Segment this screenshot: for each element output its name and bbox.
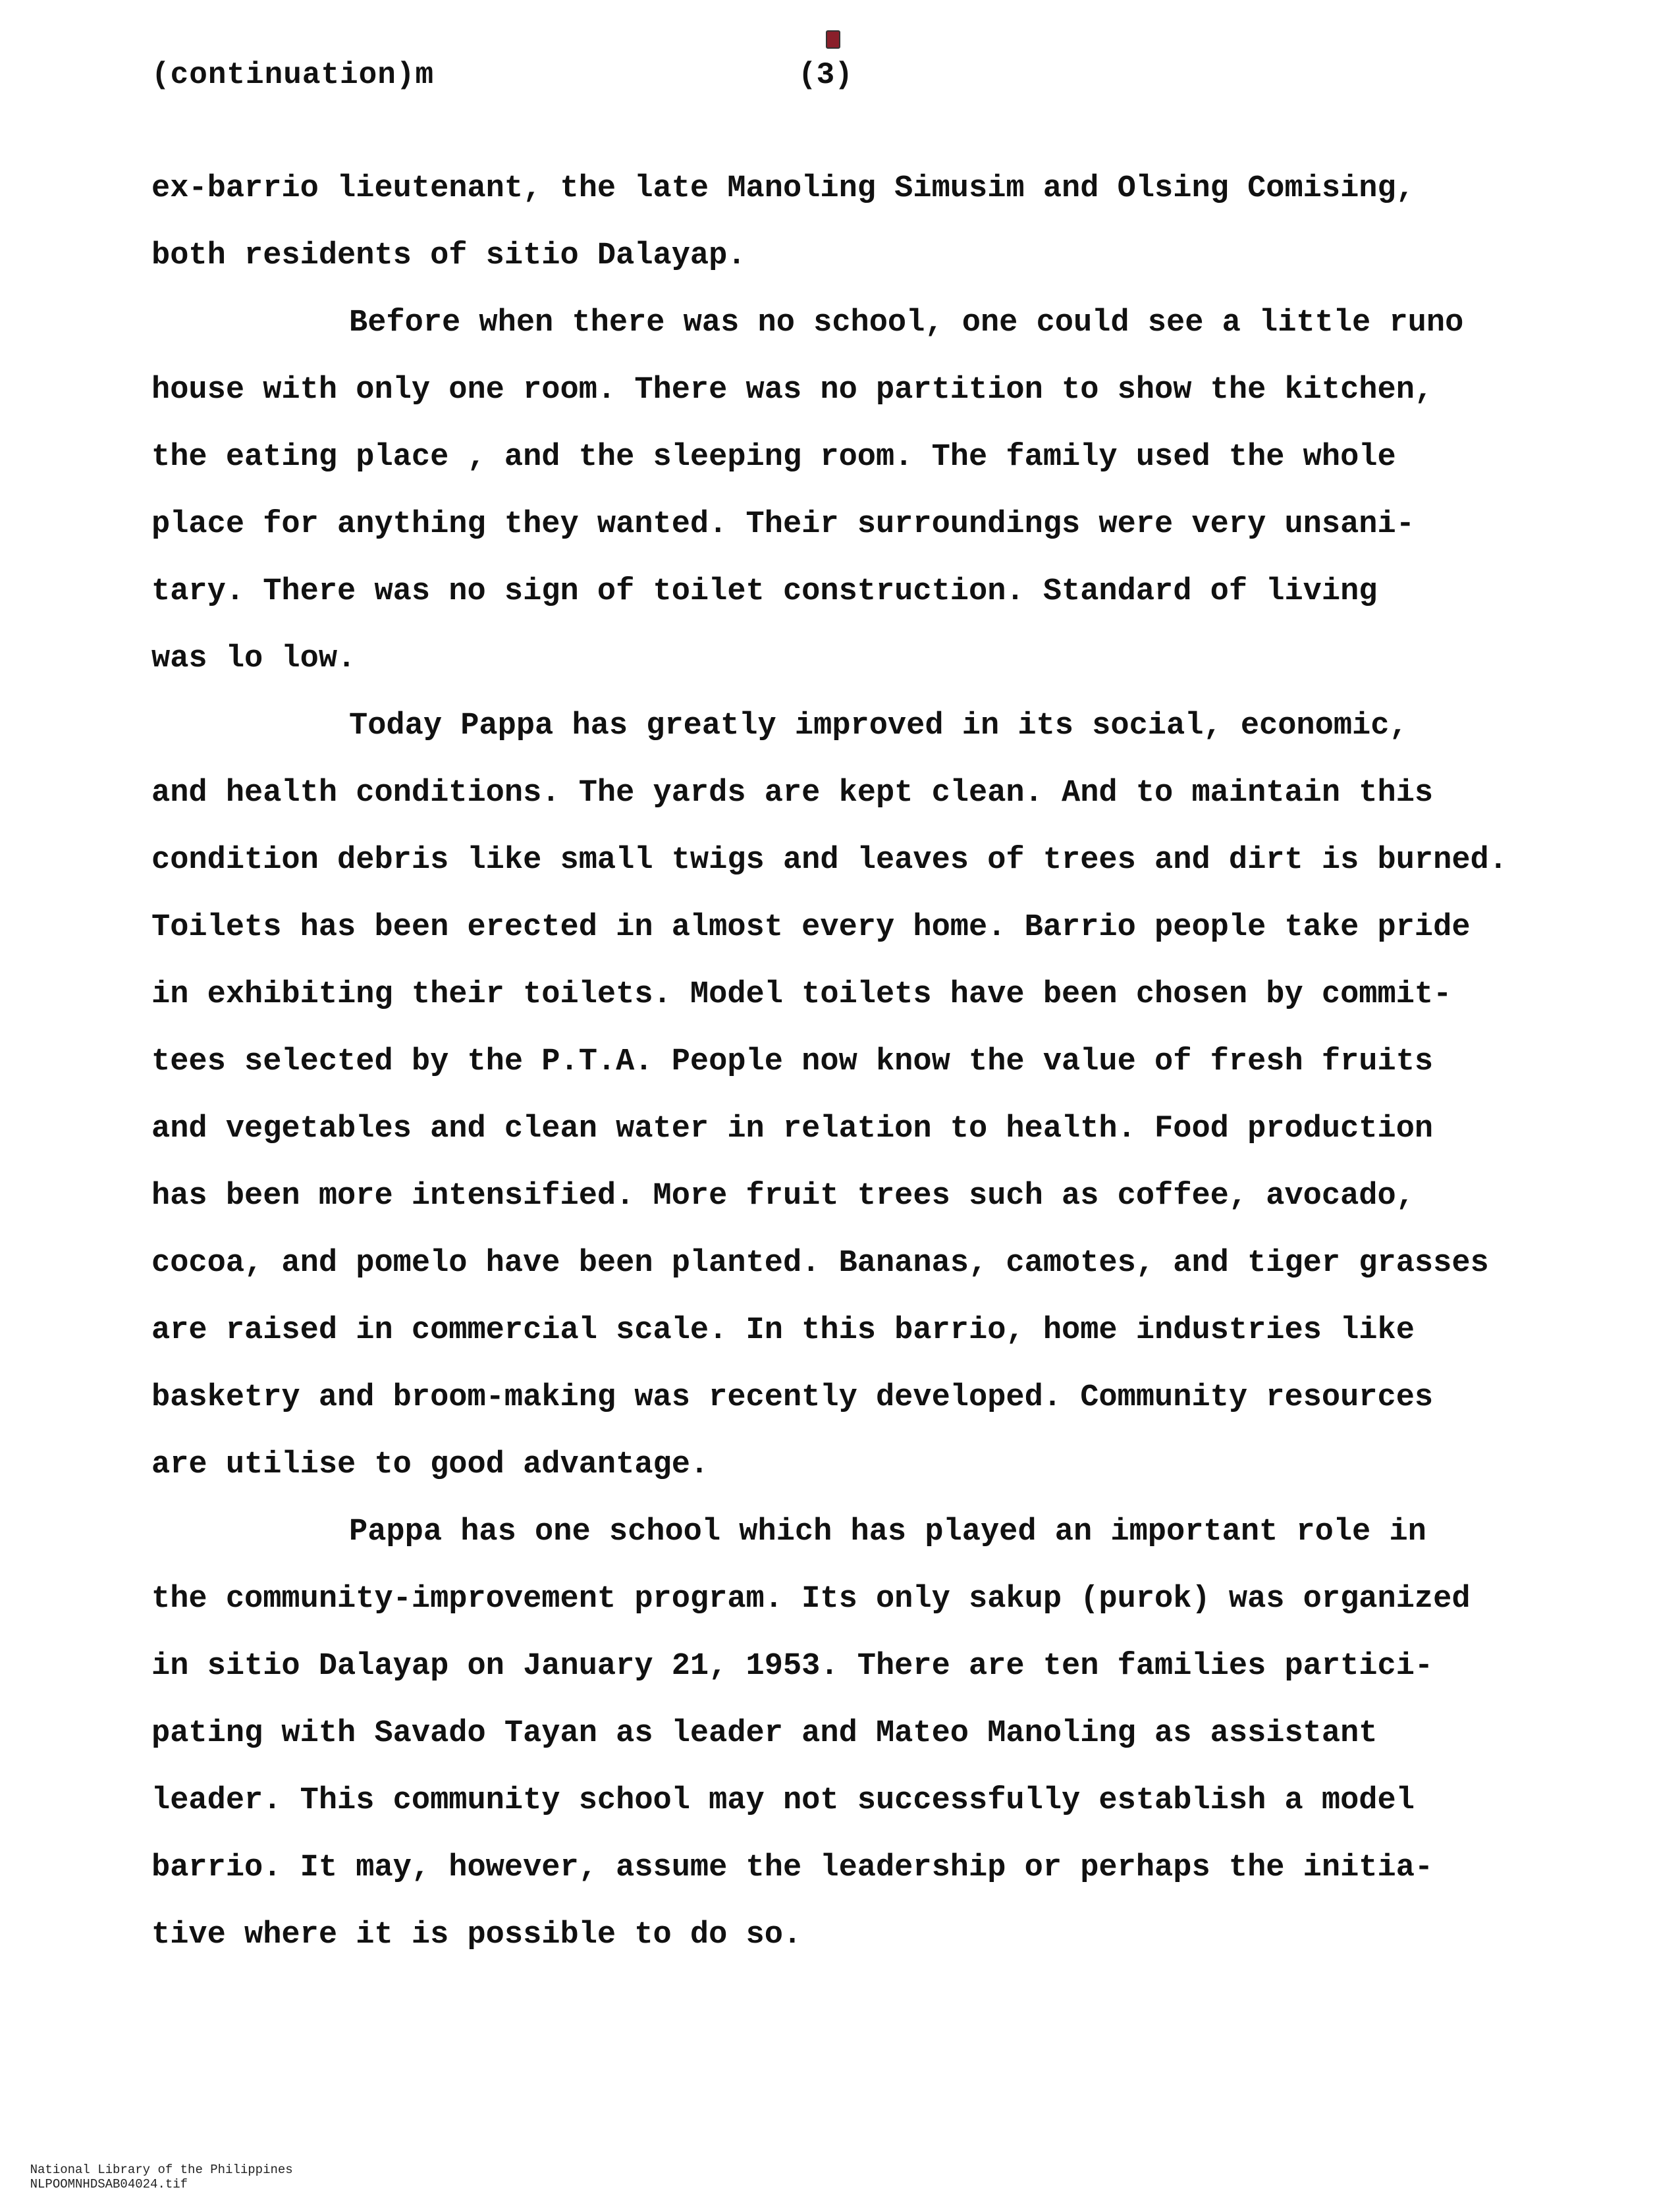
text-line: tive where it is possible to do so. <box>151 1918 802 1952</box>
text-line: are raised in commercial scale. In this barrio, home industries like <box>151 1313 1415 1348</box>
text-line: the eating place , and the sleeping room. The family used the whole <box>151 440 1396 475</box>
continuation-label: (continuation)m <box>151 58 435 92</box>
text-line: and vegetables and clean water in relation to health. Food production <box>151 1112 1434 1146</box>
text-line: place for anything they wanted. Their surroundings were very unsani- <box>151 507 1415 542</box>
text-line: Toilets has been erected in almost every home. Barrio people take pride <box>151 910 1471 945</box>
text-line: both residents of sitio Dalayap. <box>151 238 746 273</box>
text-line: tary. There was no sign of toilet construction. Standard of living <box>151 574 1378 609</box>
text-line: Before when there was no school, one could see a little runo <box>349 306 1464 340</box>
text-line: basketry and broom-making was recently developed. Community resources <box>151 1380 1434 1415</box>
library-stamp-icon <box>826 30 840 49</box>
text-line: leader. This community school may not successfully establish a model <box>151 1783 1415 1818</box>
document-body <box>151 155 1620 1969</box>
text-line: has been more intensified. More fruit trees such as coffee, avocado, <box>151 1179 1415 1214</box>
text-line: condition debris like small twigs and leaves of trees and dirt is burned. <box>151 843 1507 878</box>
text-line: cocoa, and pomelo have been planted. Bananas, camotes, and tiger grasses <box>151 1246 1489 1281</box>
text-line: and health conditions. The yards are kept clean. And to maintain this <box>151 776 1434 811</box>
text-line: tees selected by the P.T.A. People now know the value of fresh fruits <box>151 1044 1434 1079</box>
text-line: are utilise to good advantage. <box>151 1447 709 1482</box>
page-number: (3) <box>798 58 853 92</box>
text-line: in sitio Dalayap on January 21, 1953. There are ten families partici- <box>151 1649 1434 1684</box>
text-line: Today Pappa has greatly improved in its social, economic, <box>349 709 1408 743</box>
text-line: was lo low. <box>151 641 356 676</box>
text-line: house with only one room. There was no partition to show the kitchen, <box>151 373 1434 408</box>
footer-institution: National Library of the Philippines <box>30 2163 293 2177</box>
text-line: Pappa has one school which has played an important role in <box>349 1515 1426 1549</box>
footer-filename: NLPOOMNHDSAB04024.tif <box>30 2177 188 2192</box>
text-line: barrio. It may, however, assume the leadership or perhaps the initia- <box>151 1850 1434 1885</box>
text-line: pating with Savado Tayan as leader and Mateo Manoling as assistant <box>151 1716 1378 1751</box>
text-line: the community-improvement program. Its only sakup (purok) was organized <box>151 1582 1471 1617</box>
text-line: in exhibiting their toilets. Model toilets have been chosen by commit- <box>151 977 1452 1012</box>
text-line: ex-barrio lieutenant, the late Manoling Simusim and Olsing Comising, <box>151 171 1415 206</box>
scan-footer <box>0 2148 333 2206</box>
